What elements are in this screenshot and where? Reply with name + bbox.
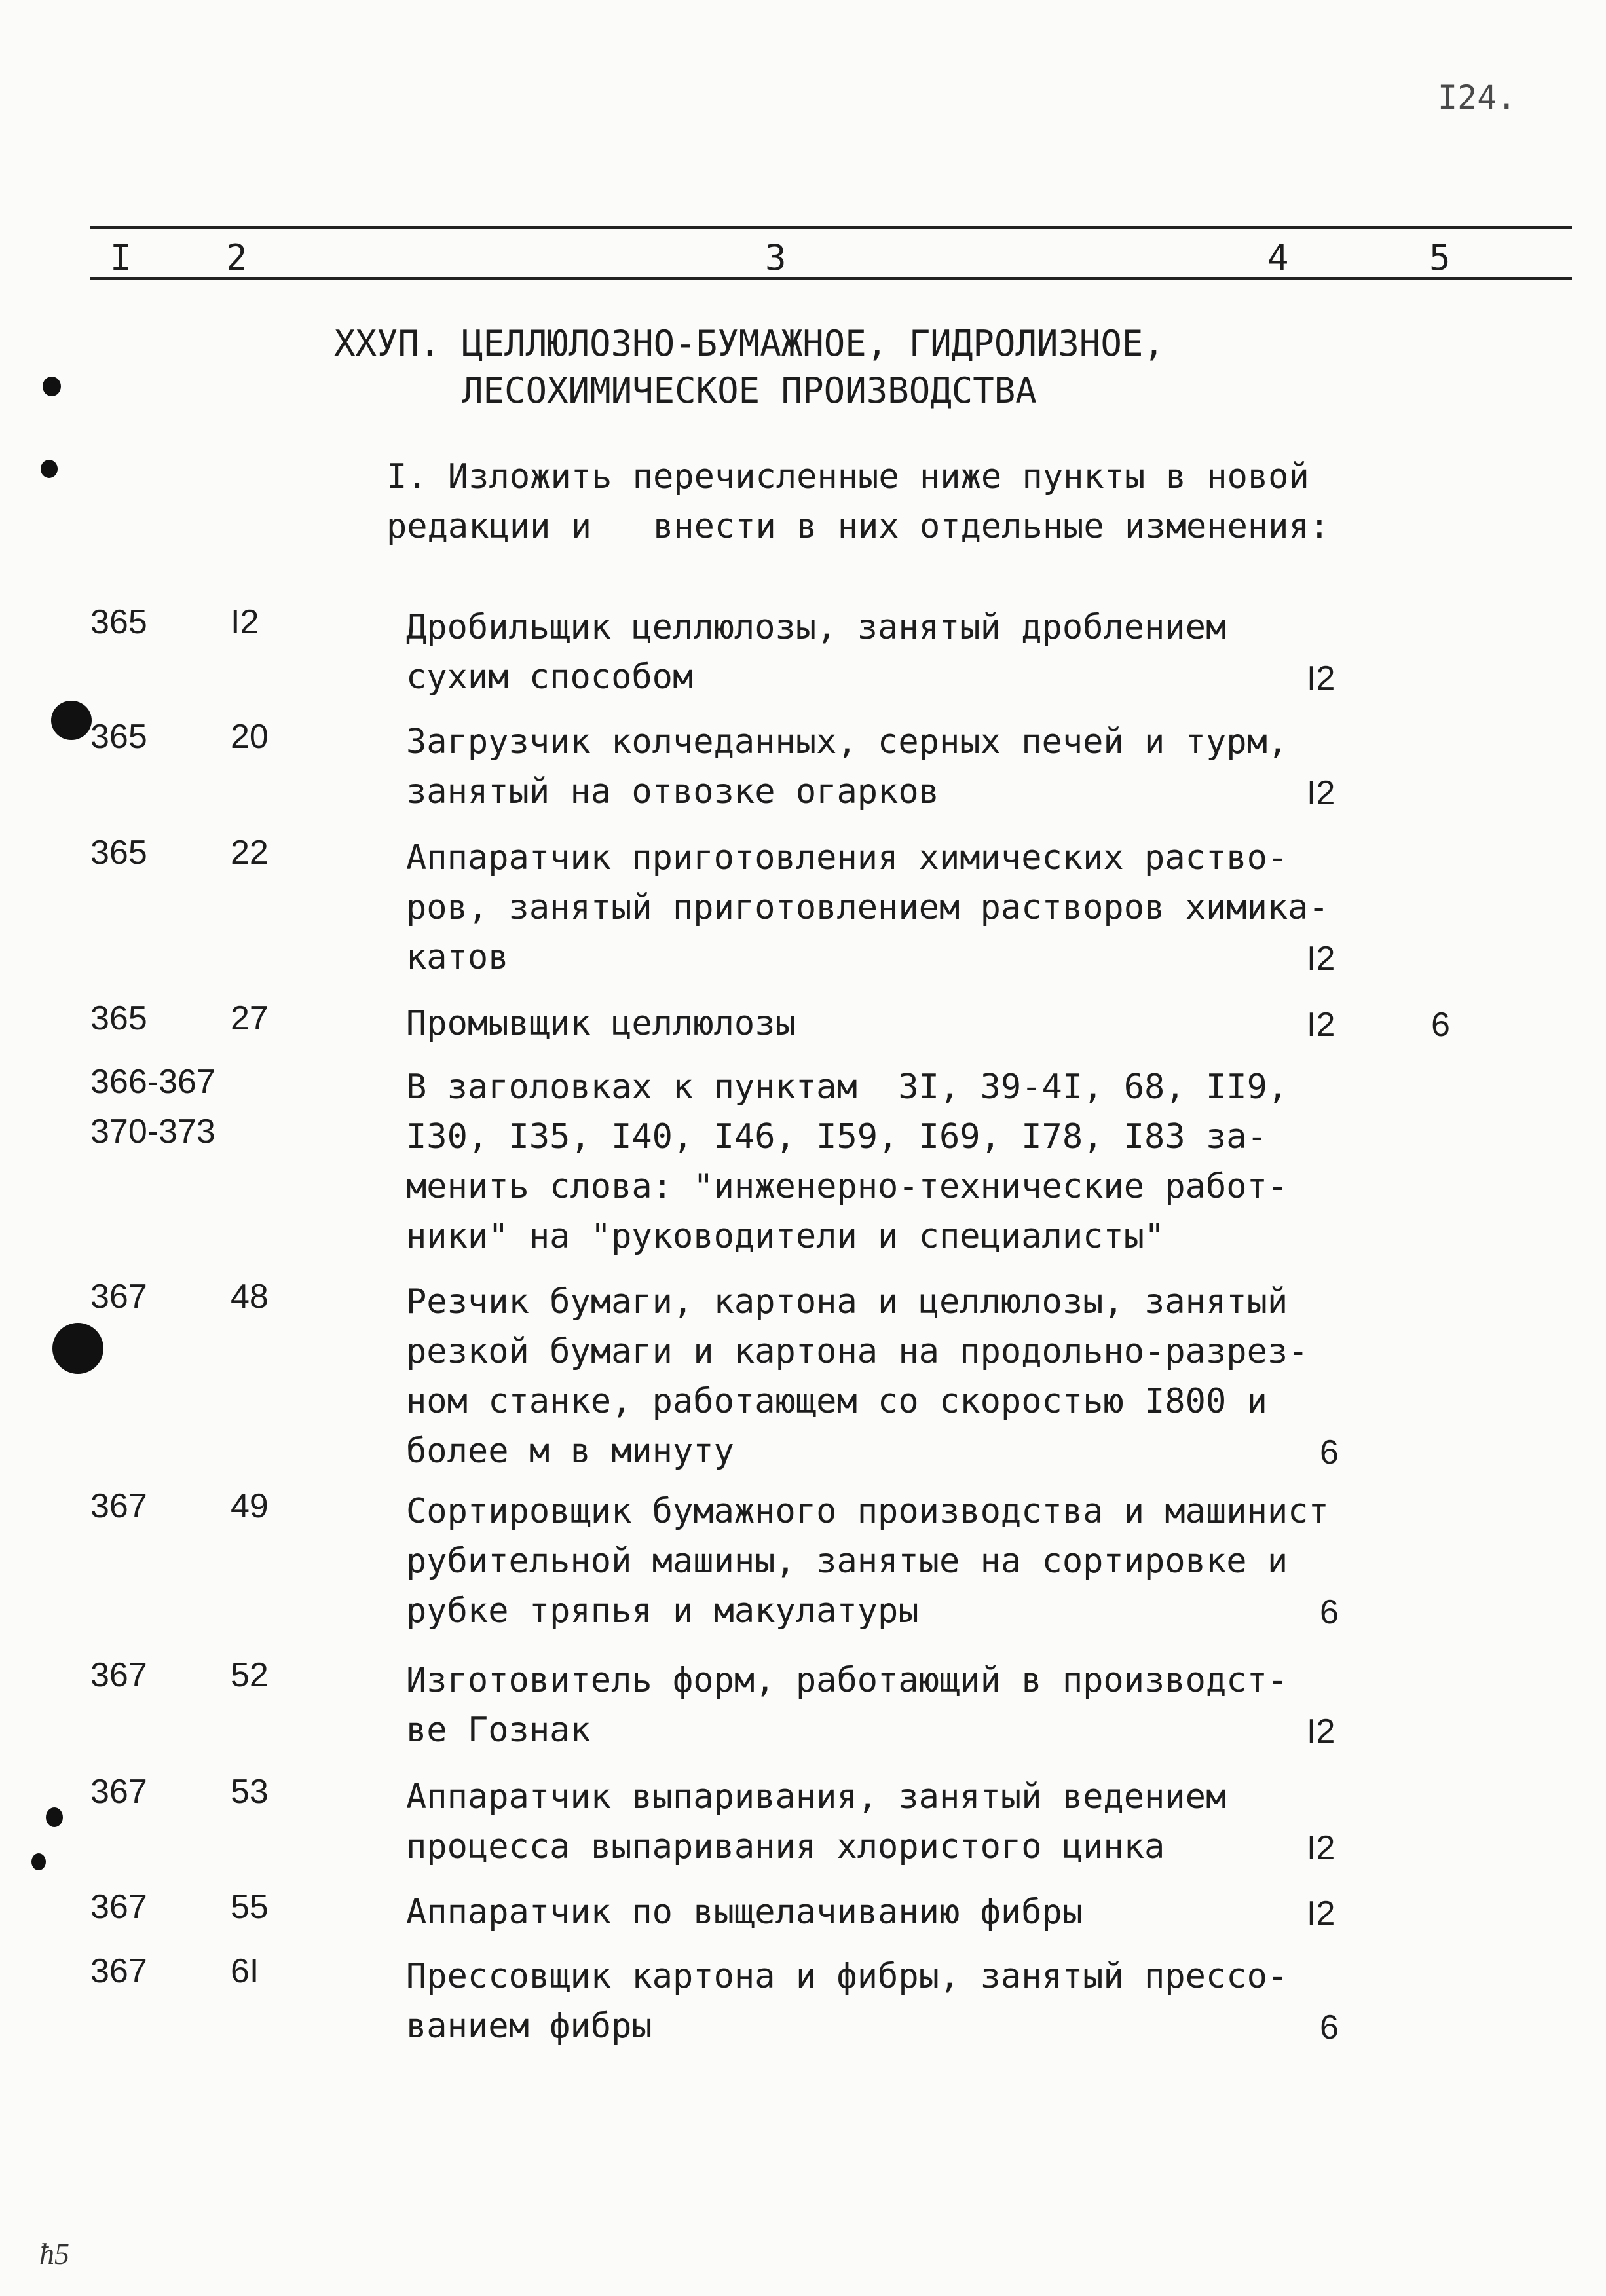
row-description-line: ном станке, работающем со скоростью I800 и — [406, 1382, 1267, 1421]
row-description-line: I30, I35, I40, I46, I59, I69, I78, I83 за- — [406, 1117, 1267, 1157]
row-description-line: занятый на отвозке огарков — [406, 772, 939, 811]
row-column-4: 6 — [1320, 1434, 1339, 1472]
table-header-top-rule — [90, 226, 1572, 229]
column-header-5: 5 — [1429, 237, 1451, 278]
row-item-number: 53 — [231, 1773, 269, 1811]
row-item-number: 52 — [231, 1656, 269, 1694]
row-description-line: Аппаратчик по выщелачиванию фибры — [406, 1893, 1083, 1932]
row-code: 365 — [90, 603, 147, 641]
section-title-line-1: XXУП. ЦЕЛЛЮЛОЗНО-БУМАЖНОЕ, ГИДРОЛИЗНОЕ, — [334, 323, 1165, 364]
row-column-4: 6 — [1320, 2009, 1339, 2046]
row-column-4: I2 — [1307, 1006, 1335, 1044]
row-description-line: Аппаратчик приготовления химических раство- — [406, 838, 1288, 878]
row-description-line: Резчик бумаги, картона и целлюлозы, занятый — [406, 1282, 1288, 1322]
row-item-number: 48 — [231, 1278, 269, 1316]
row-description-line: ванием фибры — [406, 2007, 652, 2046]
row-code: 365 — [90, 718, 147, 756]
row-column-4: I2 — [1307, 940, 1335, 978]
row-description-line: ники" на "руководители и специалисты" — [406, 1217, 1165, 1256]
row-description-line: ров, занятый приготовлением растворов химика- — [406, 888, 1329, 927]
ink-blot — [46, 1807, 63, 1827]
column-header-3: 3 — [765, 237, 787, 278]
ink-blot — [31, 1853, 46, 1870]
row-description-line: рубительной машины, занятые на сортировке и — [406, 1542, 1288, 1581]
page-number: I24. — [1438, 79, 1517, 117]
row-column-4: I2 — [1307, 1895, 1335, 1933]
row-description-line: Сортировщик бумажного производства и машинист — [406, 1492, 1329, 1531]
row-description-line: процесса выпаривания хлористого цинка — [406, 1827, 1165, 1866]
column-header-4: 4 — [1267, 237, 1289, 278]
row-column-4: I2 — [1307, 1713, 1335, 1750]
row-code: 367 — [90, 1952, 147, 1990]
margin-note: ħ5 — [39, 2237, 69, 2270]
ink-blot — [52, 1323, 103, 1374]
row-code: 365 — [90, 834, 147, 872]
row-description-line: сухим способом — [406, 657, 694, 697]
row-item-number: 20 — [231, 718, 269, 756]
row-column-4: I2 — [1307, 774, 1335, 812]
table-header-bottom-rule — [90, 277, 1572, 280]
row-code-secondary: 370-373 — [90, 1113, 215, 1151]
row-description-line: Изготовитель форм, работающий в производст- — [406, 1661, 1288, 1700]
row-description-line: более м в минуту — [406, 1432, 734, 1471]
row-description-line: рубке тряпья и макулатуры — [406, 1591, 919, 1631]
row-column-4: I2 — [1307, 1829, 1335, 1867]
row-item-number: 55 — [231, 1888, 269, 1926]
row-description-line: менить слова: "инженерно-технические работ- — [406, 1167, 1288, 1206]
row-description-line: Аппаратчик выпаривания, занятый ведением — [406, 1777, 1227, 1817]
row-item-number: 22 — [231, 834, 269, 872]
row-description-line: Загрузчик колчеданных, серных печей и турм, — [406, 722, 1288, 762]
ink-blot — [51, 701, 92, 740]
intro-line-2: редакции и внести в них отдельные изменения: — [386, 507, 1330, 546]
row-code: 367 — [90, 1487, 147, 1525]
row-description-line: резкой бумаги и картона на продольно-разрез- — [406, 1332, 1309, 1371]
row-item-number: I2 — [231, 603, 259, 641]
row-code: 367 — [90, 1656, 147, 1694]
row-description-line: Дробильщик целлюлозы, занятый дроблением — [406, 608, 1227, 647]
row-description-line: ве Гознак — [406, 1711, 591, 1750]
row-code: 366-367 — [90, 1063, 215, 1101]
row-code: 367 — [90, 1773, 147, 1811]
row-description-line: В заголовках к пунктам 3I, 39-4I, 68, II9, — [406, 1067, 1288, 1107]
row-column-5: 6 — [1431, 1006, 1450, 1044]
row-description-line: Промывщик целлюлозы — [406, 1004, 796, 1043]
row-code: 367 — [90, 1888, 147, 1926]
intro-line-1: I. Изложить перечисленные ниже пункты в новой — [386, 457, 1309, 496]
row-description-line: катов — [406, 938, 509, 977]
row-code: 365 — [90, 999, 147, 1037]
section-title-line-2: ЛЕСОХИМИЧЕСКОЕ ПРОИЗВОДСТВА — [462, 370, 1037, 411]
row-description-line: Прессовщик картона и фибры, занятый прессо- — [406, 1957, 1288, 1996]
row-item-number: 6I — [231, 1952, 259, 1990]
column-header-1: I — [110, 237, 132, 278]
row-item-number: 49 — [231, 1487, 269, 1525]
row-column-4: I2 — [1307, 659, 1335, 697]
ink-blot — [43, 377, 61, 396]
column-header-2: 2 — [226, 237, 248, 278]
row-code: 367 — [90, 1278, 147, 1316]
ink-blot — [41, 460, 58, 478]
row-column-4: 6 — [1320, 1593, 1339, 1631]
row-item-number: 27 — [231, 999, 269, 1037]
